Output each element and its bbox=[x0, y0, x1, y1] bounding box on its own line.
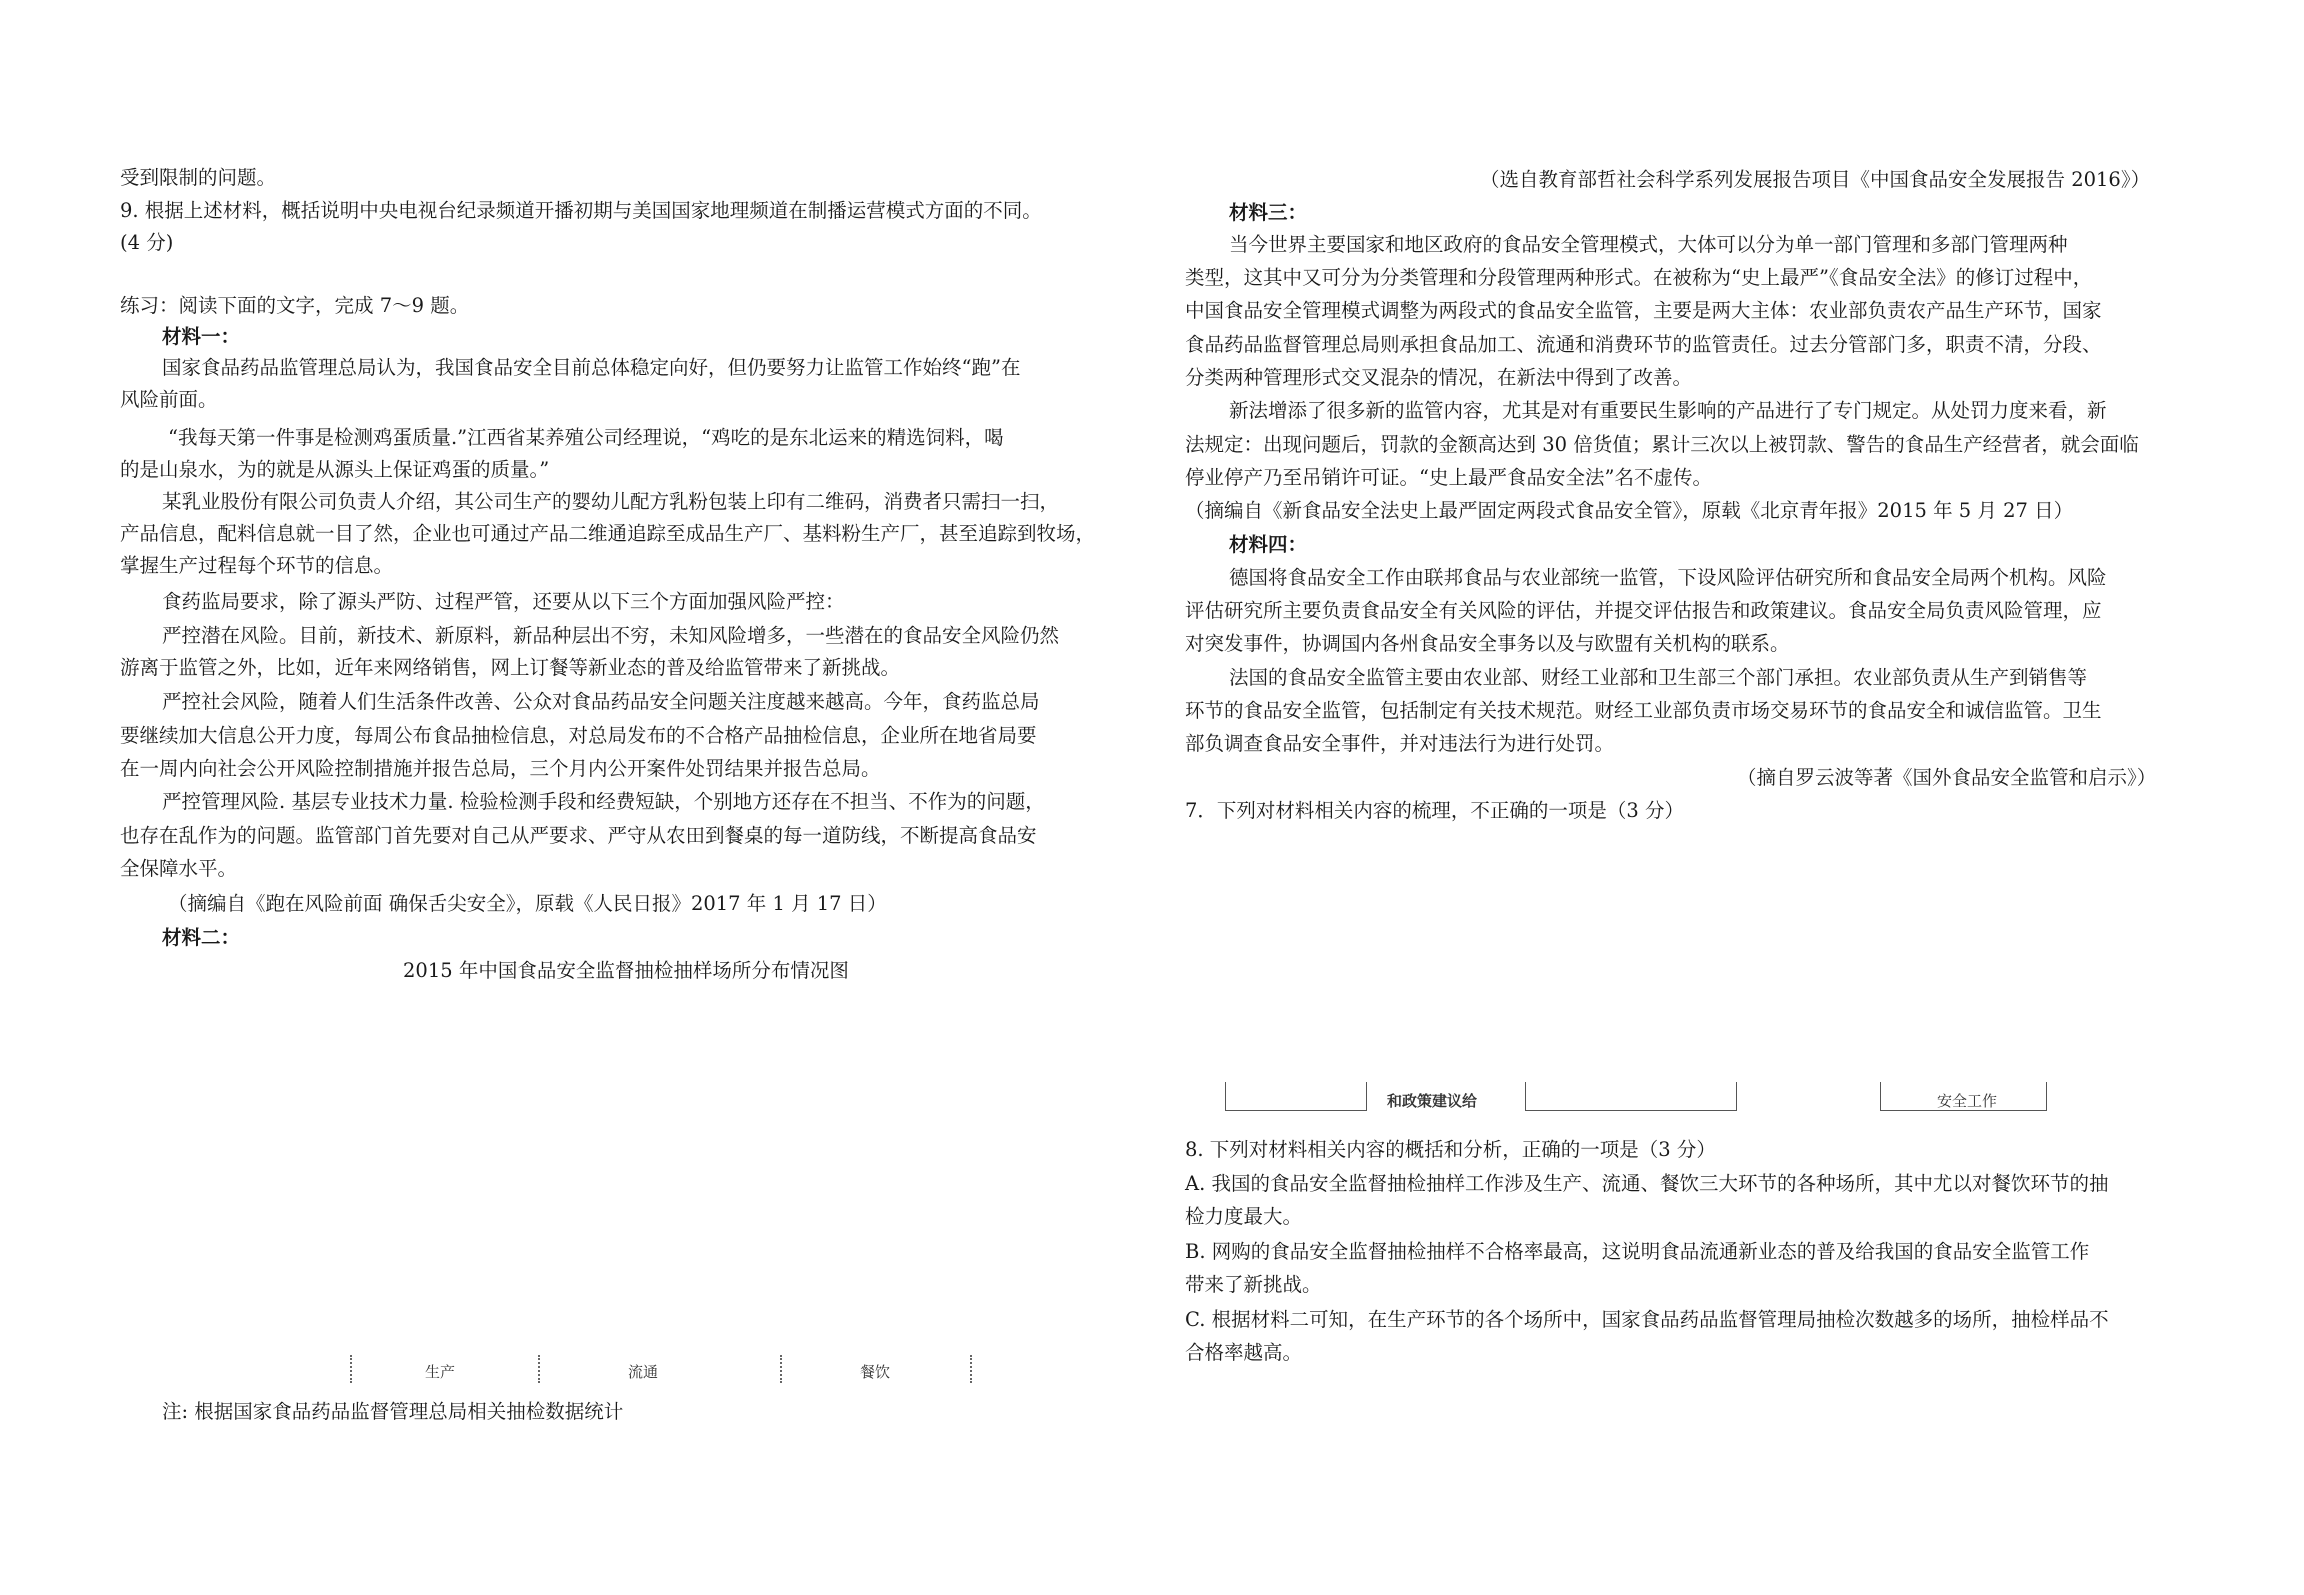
text-line: 全保障水平。 bbox=[120, 857, 238, 880]
text-line: 要继续加大信息公开力度，每周公布食品抽检信息，对总局发布的不合格产品抽检信息，企业所在地省局要 bbox=[120, 724, 1037, 747]
text-line: 食药监局要求，除了源头严防、过程严管，还要从以下三个方面加强风险严控： bbox=[162, 590, 845, 613]
text-line: 法规定：出现问题后，罚款的金额高达到 30 倍货值；累计三次以上被罚款、警告的食品生产经营者，就会面临 bbox=[1185, 433, 2139, 456]
option-c-cont: 合格率越高。 bbox=[1185, 1341, 1303, 1364]
option-c: C. 根据材料二可知，在生产环节的各个场所中，国家食品药品监督管理局抽检次数越多的场所，抽检样品不 bbox=[1185, 1308, 2109, 1331]
category-label: 流通 bbox=[628, 1363, 659, 1381]
material-3-heading: 材料三： bbox=[1229, 201, 1308, 224]
source-citation: （选自教育部哲社会科学系列发展报告项目《中国食品安全发展报告 2016》） bbox=[1480, 168, 2151, 191]
question-8: 8. 下列对材料相关内容的概括和分析，正确的一项是（3 分） bbox=[1185, 1138, 1716, 1161]
text-line: 食品药品监督管理总局则承担食品加工、流通和消费环节的监管责任。过去分管部门多，职责不清，分段、 bbox=[1185, 333, 2102, 356]
question-9: 9. 根据上述材料，概括说明中央电视台纪录频道开播初期与美国国家地理频道在制播运营模式方面的不同。 bbox=[120, 199, 1042, 222]
material-1-heading: 材料一： bbox=[162, 325, 241, 348]
text-line: 当今世界主要国家和地区政府的食品安全管理模式，大体可以分为单一部门管理和多部门管理两种 bbox=[1229, 233, 2068, 256]
diagram-box bbox=[1225, 1082, 1367, 1111]
option-b-cont: 带来了新挑战。 bbox=[1185, 1273, 1322, 1296]
chart-note: 注: 根据国家食品药品监督管理总局相关抽检数据统计 bbox=[162, 1400, 624, 1423]
text-line: 游离于监管之外，比如，近年来网络销售，网上订餐等新业态的普及给监管带来了新挑战。 bbox=[120, 656, 901, 679]
text-line: 德国将食品安全工作由联邦食品与农业部统一监管，下设风险评估研究所和食品安全局两个机构。风险 bbox=[1229, 566, 2107, 589]
axis-divider bbox=[970, 1355, 972, 1383]
text-line: 类型，这其中又可分为分类管理和分段管理两种形式。在被称为“史上最严”《食品安全法》的修订过程中， bbox=[1185, 266, 2093, 289]
text-line: 分类两种管理形式交叉混杂的情况，在新法中得到了改善。 bbox=[1185, 366, 1693, 389]
axis-divider bbox=[350, 1355, 352, 1383]
text-line: 国家食品药品监管理总局认为，我国食品安全目前总体稳定向好，但仍要努力让监管工作始终“跑”在 bbox=[162, 356, 1021, 379]
text-line: 也存在乱作为的问题。监管部门首先要对自己从严要求、严守从农田到餐桌的每一道防线，不断提高食品安 bbox=[120, 824, 1037, 847]
text-line: 某乳业股份有限公司负责人介绍，其公司生产的婴幼儿配方乳粉包装上印有二维码，消费者只需扫一扫， bbox=[162, 490, 1060, 513]
category-label: 生产 bbox=[425, 1363, 456, 1381]
text-line: 评估研究所主要负责食品安全有关风险的评估，并提交评估报告和政策建议。食品安全局负责风险管理，应 bbox=[1185, 599, 2102, 622]
chart-axis bbox=[160, 1355, 970, 1385]
text-line: 严控社会风险，随着人们生活条件改善、公众对食品药品安全问题关注度越来越高。今年，食药监总局 bbox=[162, 690, 1040, 713]
text-line: “我每天第一件事是检测鸡蛋质量.”江西省某养殖公司经理说，“鸡吃的是东北运来的精选饲料，喝 bbox=[168, 426, 1004, 449]
text-line: 在一周内向社会公开风险控制措施并报告总局，三个月内公开案件处罚结果并报告总局。 bbox=[120, 757, 881, 780]
text-line: 掌握生产过程每个环节的信息。 bbox=[120, 554, 394, 577]
source-citation: （摘编自《新食品安全法史上最严固定两段式食品安全管》，原载《北京青年报》2015 年 5 月 27 日） bbox=[1185, 499, 2074, 522]
diagram-fragment bbox=[1225, 1082, 2205, 1122]
text-line: 法国的食品安全监管主要由农业部、财经工业部和卫生部三个部门承担。农业部负责从生产到销售等 bbox=[1229, 666, 2088, 689]
text-line: 停业停产乃至吊销许可证。“史上最严食品安全法”名不虚传。 bbox=[1185, 466, 1712, 489]
question-7: 7．下列对材料相关内容的梳理，不正确的一项是（3 分） bbox=[1185, 799, 1685, 822]
text-line: 环节的食品安全监管，包括制定有关技术规范。财经工业部负责市场交易环节的食品安全和诚信监管。卫生 bbox=[1185, 699, 2102, 722]
text-line: 部负调查食品安全事件，并对违法行为进行处罚。 bbox=[1185, 732, 1615, 755]
text-line: 受到限制的问题。 bbox=[120, 166, 277, 189]
chart-title: 2015 年中国食品安全监督抽检抽样场所分布情况图 bbox=[403, 959, 849, 982]
category-label: 餐饮 bbox=[860, 1363, 891, 1381]
option-a: A. 我国的食品安全监督抽检抽样工作涉及生产、流通、餐饮三大环节的各种场所，其中尤以对餐饮环节的抽 bbox=[1185, 1172, 2109, 1195]
diagram-box bbox=[1525, 1082, 1737, 1111]
axis-divider bbox=[780, 1355, 782, 1383]
option-b: B. 网购的食品安全监督抽检抽样不合格率最高，这说明食品流通新业态的普及给我国的食品安全监管工作 bbox=[1185, 1240, 2090, 1263]
question-9-score: (4 分) bbox=[120, 231, 174, 254]
text-line: 严控管理风险. 基层专业技术力量. 检验检测手段和经费短缺，个别地方还存在不担当、不作为的问题， bbox=[162, 790, 1045, 813]
text-line: 风险前面。 bbox=[120, 388, 218, 411]
text-line: 对突发事件，协调国内各州食品安全事务以及与欧盟有关机构的联系。 bbox=[1185, 632, 1790, 655]
exercise-instruction: 练习：阅读下面的文字，完成 7～9 题。 bbox=[120, 294, 470, 317]
text-line: 严控潜在风险。目前，新技术、新原料，新品种层出不穷，未知风险增多，一些潜在的食品安全风险仍然 bbox=[162, 624, 1060, 647]
axis-divider bbox=[538, 1355, 540, 1383]
material-4-heading: 材料四： bbox=[1229, 533, 1308, 556]
text-line: 中国食品安全管理模式调整为两段式的食品安全监管，主要是两大主体：农业部负责农产品生产环节，国家 bbox=[1185, 299, 2102, 322]
source-citation: （摘编自《跑在风险前面 确保舌尖安全》，原载《人民日报》2017 年 1 月 17 日） bbox=[168, 892, 887, 915]
text-line: 产品信息，配料信息就一目了然，企业也可通过产品二维通追踪至成品生产厂、基料粉生产厂，甚至追踪到牧场， bbox=[120, 522, 1096, 545]
option-a-cont: 检力度最大。 bbox=[1185, 1205, 1303, 1228]
text-line: 的是山泉水，为的就是从源头上保证鸡蛋的质量。” bbox=[120, 458, 550, 481]
diagram-label: 和政策建议给 bbox=[1387, 1092, 1478, 1110]
text-line: 新法增添了很多新的监管内容，尤其是对有重要民生影响的产品进行了专门规定。从处罚力度来看，新 bbox=[1229, 399, 2107, 422]
source-citation: （摘自罗云波等著《国外食品安全监管和启示》） bbox=[1737, 766, 2157, 789]
material-2-heading: 材料二： bbox=[162, 926, 241, 949]
diagram-label: 安全工作 bbox=[1937, 1092, 1998, 1110]
